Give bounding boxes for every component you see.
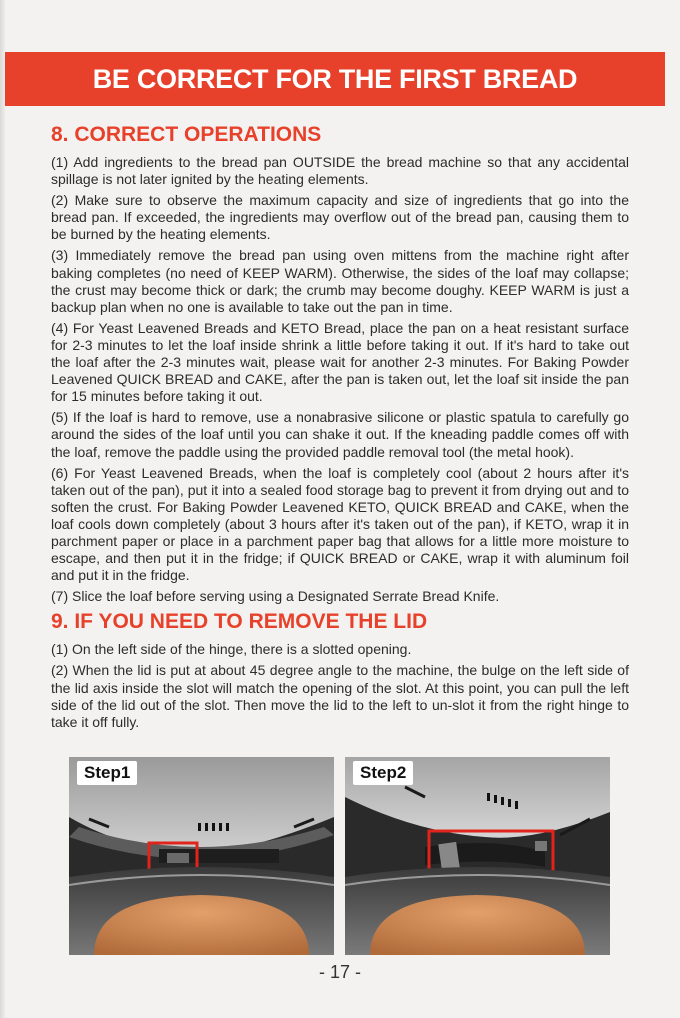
main-content (51, 122, 629, 735)
paragraph: (6) For Yeast Leavened Breads, when the loaf is completely cool (about 2 hours after it's taken out of the pan), put it into a sealed food storage bag to prevent it from drying out and to soften the crust. For Baking Powder Leavened KETO, QUICK BREAD and CAKE, when the loaf cools down completely (about 3 hours after it's taken out of the pan), if KETO, wrap it in parchment paper or place in a parchment paper bag that allows for a little more moisture to escape, and then put it in the fridge; if QUICK BREAD or CAKE, wrap it with aluminum foil and put it in the fridge. (51, 464, 629, 584)
paragraph: (7) Slice the loaf before serving using a Designated Serrate Bread Knife. (51, 588, 500, 605)
page-number: - 17 - (318, 962, 361, 982)
section-8-heading: 8. CORRECT OPERATIONS (51, 123, 322, 146)
page-banner: BE CORRECT FOR THE FIRST BREAD (5, 52, 665, 106)
section-9-heading: 9. IF YOU NEED TO REMOVE THE LID (51, 610, 428, 634)
step1-photo (69, 757, 334, 955)
paragraph: (2) Make sure to observe the maximum capacity and size of ingredients that go into the bread pan. If exceeded, the ingredients may overflow out of the bread pan, causing them to be burned by the heating elements. (51, 192, 629, 243)
step1-label: Step1 (77, 761, 137, 785)
paragraph: (5) If the loaf is hard to remove, use a nonabrasive silicone or plastic spatula to carefully go around the sides of the loaf until you can shake it out. If the kneading paddle comes off with the loaf, remove the paddle using the provided paddle removal tool (the metal hook). (51, 409, 629, 460)
step2-photo (345, 757, 610, 955)
step-photos (69, 757, 610, 955)
paragraph: (4) For Yeast Leavened Breads and KETO Bread, place the pan on a heat resistant surface for 2-3 minutes to let the loaf inside shrink a little before taking it out. If it's hard to take out the loaf after the 2-3 minutes wait, please wait for another 2-3 minutes. For Baking Powder Leavened QUICK BREAD and CAKE, after the pan is taken out, let the loaf sit inside the pan for 15 minutes before taking it out. (51, 319, 629, 405)
bread-machine-lid-removal-photo-icon (345, 757, 610, 955)
step2-label: Step2 (353, 761, 413, 785)
paragraph: (1) Add ingredients to the bread pan OUTSIDE the bread machine so that any accidental spillage is not later ignited by the heating elements. (51, 154, 629, 188)
bread-machine-hinge-photo-icon (69, 757, 334, 955)
paragraph: (1) On the left side of the hinge, there is a slotted opening. (51, 641, 412, 658)
page-edge-shadow (0, 0, 6, 1018)
paragraph: (2) When the lid is put at about 45 degree angle to the machine, the bulge on the left side of the lid axis inside the slot will match the opening of the slot. At this point, you can pull the left side of the lid out of the slot. Then move the lid to the left to un-slot it from the right hinge to take it off fully. (51, 662, 629, 730)
paragraph: (3) Immediately remove the bread pan using oven mittens from the machine right after baking completes (no need of KEEP WARM). Otherwise, the sides of the loaf may collapse; the crust may become thick or dark; the crumb may become doughy. KEEP WARM is just a backup plan when no one is available to take out the pan in time. (51, 247, 629, 315)
